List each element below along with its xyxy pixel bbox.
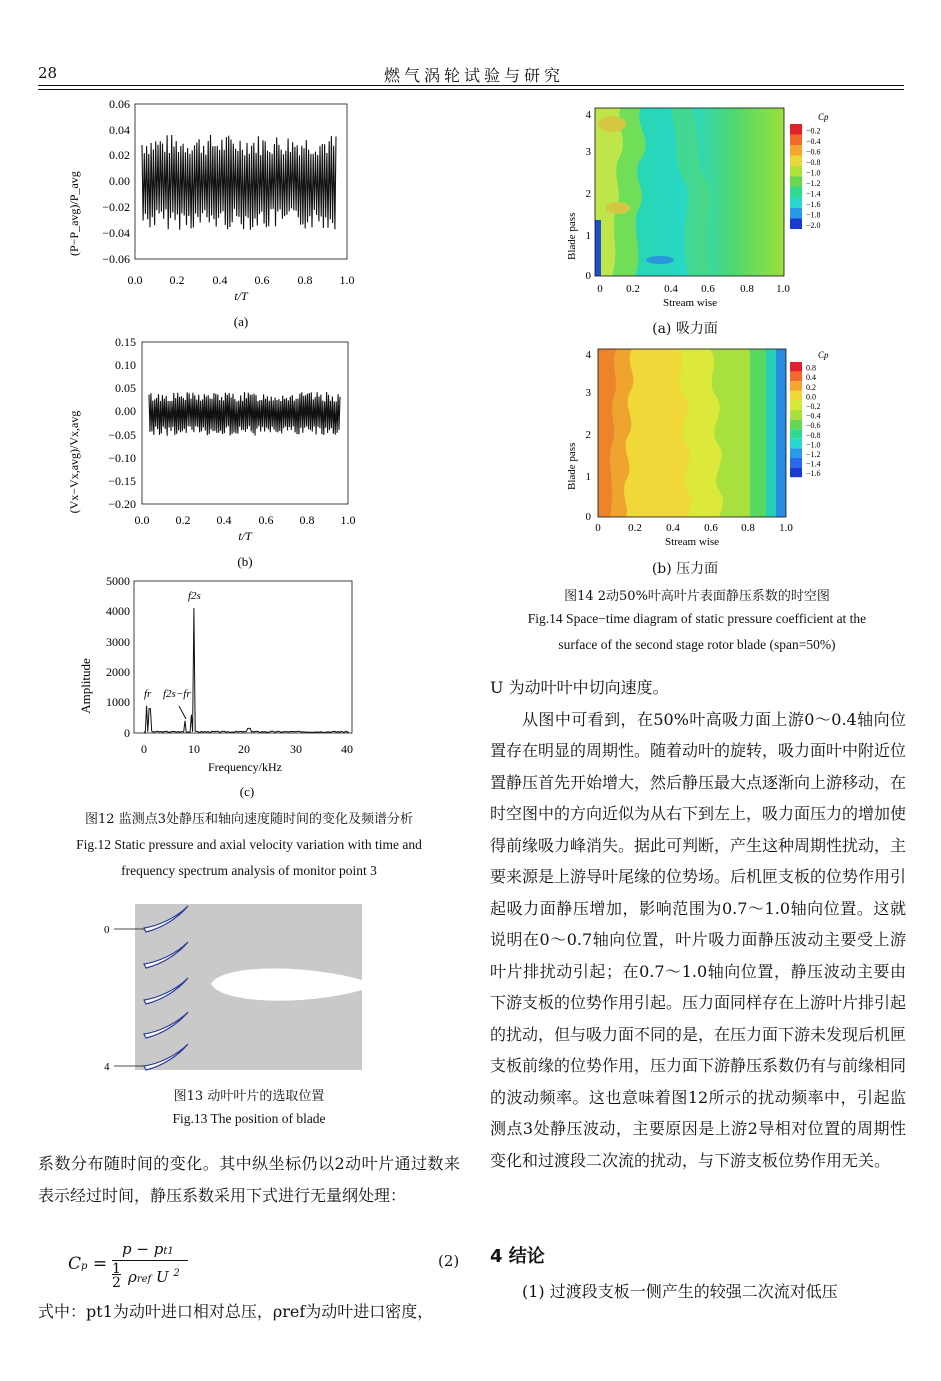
svg-text:0.8: 0.8	[740, 283, 754, 295]
fig14a-ylabel: Blade pass	[566, 212, 578, 260]
svg-text:3: 3	[585, 387, 591, 399]
svg-text:−0.20: −0.20	[108, 497, 136, 511]
svg-text:0.00: 0.00	[115, 404, 136, 418]
fig12c-yticks	[106, 574, 130, 740]
svg-text:20: 20	[238, 742, 250, 756]
svg-text:3: 3	[585, 146, 591, 158]
fig12c-diff-label: f2s−fr	[163, 688, 191, 700]
fig12c-peak-label: f2s	[188, 590, 201, 602]
left-paragraph-2: 式中：pt1为动叶进口相对总压，ρref为动叶进口密度，	[38, 1302, 434, 1321]
legend-swatch	[790, 362, 802, 372]
fig14-caption-en-2: surface of the second stage rotor blade (span=50%)	[558, 637, 836, 652]
legend-label: −1.6	[806, 469, 821, 479]
legend-label: −0.2	[806, 402, 821, 411]
legend-label: −1.4	[806, 459, 821, 469]
legend-label: −2.0	[806, 221, 821, 230]
svg-text:0.2: 0.2	[169, 273, 185, 287]
svg-text:10: 10	[188, 742, 200, 756]
fig14-caption-en-1: Fig.14 Space−time diagram of static pressure coefficient at the	[527, 611, 867, 626]
fig14b-yticks	[586, 349, 592, 523]
fig14a-legend	[790, 124, 821, 230]
fig12a-ylabel: (P−P_avg)/P_avg	[67, 171, 81, 256]
svg-text:0.06: 0.06	[109, 97, 130, 111]
fig12c-xlabel: Frequency/kHz	[208, 760, 282, 774]
svg-text:0.05: 0.05	[115, 381, 136, 395]
fig12b-sub: (b)	[237, 554, 253, 569]
svg-text:1: 1	[585, 230, 591, 242]
legend-label: −1.6	[806, 200, 821, 209]
fig12a-sub: (a)	[233, 314, 249, 329]
fig12-caption-en-2: frequency spectrum analysis of monitor point 3	[121, 863, 377, 878]
fig14b-legend-title: Cp	[818, 350, 829, 360]
svg-text:1.0: 1.0	[339, 273, 355, 287]
legend-swatch	[790, 429, 802, 439]
header-rule	[38, 85, 904, 86]
fig13-caption-cn: 图13 动叶叶片的选取位置	[173, 1089, 325, 1104]
legend-label: −0.6	[806, 147, 821, 157]
svg-text:0.00: 0.00	[109, 174, 130, 188]
legend-label: −0.8	[806, 430, 821, 440]
eq-half: 1 2	[112, 1261, 121, 1291]
svg-text:0.6: 0.6	[258, 513, 274, 527]
svg-text:5000: 5000	[106, 574, 130, 588]
header-rule-2	[38, 89, 904, 90]
fig12a-xticks	[128, 273, 355, 287]
svg-text:0.4: 0.4	[216, 513, 232, 527]
svg-text:0.0: 0.0	[127, 273, 143, 287]
svg-text:0.4: 0.4	[666, 522, 680, 534]
legend-swatch	[790, 219, 802, 230]
svg-text:0: 0	[595, 522, 601, 534]
svg-text:−0.10: −0.10	[108, 451, 136, 465]
fig14b-sub: (b) 压力面	[651, 561, 719, 577]
svg-text:0.4: 0.4	[212, 273, 228, 287]
legend-label: −1.2	[806, 179, 821, 188]
legend-swatch	[790, 372, 802, 382]
fig12c-ylabel: Amplitude	[78, 658, 93, 714]
left-paragraph-1: 系数分布随时间的变化。其中纵坐标仍以2动叶片通过数来表示经过时间，静压系数采用下式进行无量纲处理：	[38, 1154, 460, 1205]
legend-swatch	[790, 400, 802, 410]
svg-text:0.04: 0.04	[109, 123, 130, 137]
right-para-1: 从图中可看到，在50%叶高吸力面上游0～0.4轴向位置存在明显的周期性。随着动叶的旋转，吸力面叶中附近位置静压首先开始增大，然后静压最大点逐渐向上游移动，在时空图中的方向近似为从右下到左上，吸力面压力的增加使得前缘吸力峰消失。据此可判断，产生这种周期性扰动，主要来源是上游导叶尾缘的位势场。后机匣支板的位势作用引起吸力面静压增加，影响范围为0.7～1.0轴向位置。这就说明在0～0.7轴向位置，叶片吸力面静压波动主要受上游叶片排扰动引起；在0.7～1.0轴向位置，静压波动主要由下游支板的位势作用引起。压力面同样存在上游叶片排引起的扰动，但与吸力面不同的是，在压力面下游未发现后机匣支板前缘的位势作用，压力面下游静压系数仍有与前缘相同的波动频率。这也意味着图12所示的扰动频率中，引起监测点3处静压波动，主要原因是上游2导相对位置的周期性变化和过渡段二次流的扰动，与下游支板位势作用无关。	[490, 709, 907, 1170]
legend-label: −1.2	[806, 450, 821, 459]
fig12b-yticks	[108, 335, 136, 511]
fig13-label-4: 4	[104, 1061, 110, 1073]
journal-title: 燃气涡轮试验与研究	[384, 66, 565, 85]
page-number: 28	[38, 64, 58, 82]
section-heading-conclusion: 4 结论	[490, 1246, 545, 1267]
fig14a-xlabel: Stream wise	[662, 297, 718, 309]
svg-text:2: 2	[585, 188, 591, 200]
fig12-caption-en-1: Fig.12 Static pressure and axial velocity variation with time and	[76, 837, 422, 852]
legend-label: −1.4	[806, 189, 821, 199]
legend-swatch	[790, 177, 802, 188]
svg-text:1.0: 1.0	[340, 513, 356, 527]
fig12b-xlabel: t/T	[238, 529, 252, 543]
svg-text:−0.06: −0.06	[102, 252, 130, 266]
svg-text:0.4: 0.4	[664, 283, 678, 295]
svg-text:−0.02: −0.02	[102, 200, 130, 214]
svg-text:0.8: 0.8	[297, 273, 313, 287]
eq-denominator: ρref U $^2$	[128, 1268, 180, 1286]
legend-swatch	[790, 124, 802, 135]
legend-swatch	[790, 420, 802, 430]
right-para-2: (1) 过渡段支板一侧产生的较强二次流对低压	[522, 1282, 838, 1301]
eq-number: (2)	[438, 1252, 460, 1270]
svg-text:0.2: 0.2	[626, 283, 640, 295]
svg-text:4000: 4000	[106, 604, 130, 618]
svg-text:0.8: 0.8	[299, 513, 315, 527]
fig13-caption-en: Fig.13 The position of blade	[172, 1111, 326, 1126]
svg-text:0.8: 0.8	[741, 522, 755, 534]
fig12a-plot	[67, 96, 370, 331]
fig14a-xticks	[597, 283, 790, 295]
fig14a-yticks	[586, 109, 592, 282]
svg-text:4: 4	[585, 349, 591, 361]
fig12c-sub: (c)	[239, 784, 255, 799]
fig14a-contour	[560, 100, 860, 340]
legend-label: 0.8	[806, 363, 816, 373]
svg-text:0.02: 0.02	[109, 148, 130, 162]
svg-text:1.0: 1.0	[779, 522, 793, 534]
svg-text:−0.04: −0.04	[102, 226, 130, 240]
legend-label: −1.8	[806, 210, 821, 220]
fig12a-xlabel: t/T	[234, 289, 248, 303]
legend-swatch	[790, 166, 802, 177]
svg-text:3000: 3000	[106, 635, 130, 649]
legend-swatch	[790, 439, 802, 449]
svg-text:0.2: 0.2	[628, 522, 642, 534]
svg-text:0.6: 0.6	[701, 283, 715, 295]
legend-label: 0.4	[806, 373, 816, 383]
fig12b-signal	[149, 392, 340, 436]
svg-text:1: 1	[585, 471, 591, 483]
legend-swatch	[790, 458, 802, 468]
svg-text:0.2: 0.2	[175, 513, 191, 527]
fig14b-xlabel: Stream wise	[664, 536, 720, 548]
legend-swatch	[790, 208, 802, 219]
legend-label: 0.2	[806, 382, 816, 392]
fig14b-ylabel: Blade pass	[566, 442, 578, 490]
fig14a-sub: (a) 吸力面	[652, 321, 718, 337]
svg-text:0.0: 0.0	[134, 513, 150, 527]
fig12b-ylabel: (Vx−Vx,avg)/Vx,avg	[67, 410, 81, 514]
legend-label: −0.6	[806, 421, 821, 431]
legend-swatch	[790, 410, 802, 420]
fig13-label-0: 0	[104, 924, 110, 936]
fig12-caption-cn: 图12 监测点3处静压和轴向速度随时间的变化及频谱分析	[85, 812, 413, 827]
svg-text:1000: 1000	[106, 695, 130, 709]
fig12a-yticks	[102, 97, 130, 266]
fig12c-fr-label: fr	[144, 688, 152, 700]
legend-label: −1.0	[806, 168, 821, 178]
eq-cp: Cp =	[68, 1254, 108, 1274]
fig12b-xticks	[135, 513, 356, 527]
eq-fraction-bar	[112, 1260, 188, 1261]
svg-text:2: 2	[585, 429, 591, 441]
svg-text:2000: 2000	[106, 665, 130, 679]
legend-swatch	[790, 468, 802, 478]
svg-text:30: 30	[290, 742, 302, 756]
fig12b-plot	[67, 334, 370, 570]
svg-text:0: 0	[124, 726, 130, 740]
svg-text:0.6: 0.6	[704, 522, 718, 534]
fig14b-contour	[560, 340, 860, 558]
legend-swatch	[790, 198, 802, 209]
svg-text:−0.05: −0.05	[108, 428, 136, 442]
fig13-blade-diagram	[96, 900, 366, 1075]
svg-text:0.10: 0.10	[115, 358, 136, 372]
fig14b-legend	[790, 362, 821, 478]
legend-label: −1.0	[806, 440, 821, 450]
svg-text:0.6: 0.6	[254, 273, 270, 287]
fig12c-arrow	[179, 706, 186, 719]
right-para-0: U 为动叶叶中切向速度。	[490, 678, 669, 697]
svg-text:1.0: 1.0	[776, 283, 790, 295]
svg-text:40: 40	[341, 742, 353, 756]
fig14a-legend-title: Cp	[818, 112, 829, 122]
legend-label: −0.8	[806, 158, 821, 167]
svg-text:4: 4	[585, 109, 591, 121]
fig12c-spectrum	[144, 608, 349, 732]
legend-label: −0.4	[806, 137, 821, 146]
legend-swatch	[790, 381, 802, 391]
svg-text:0.15: 0.15	[115, 335, 136, 349]
legend-swatch	[790, 187, 802, 198]
fig14-caption-cn: 图14 2动50%叶高叶片表面静压系数的时空图	[564, 589, 830, 604]
legend-swatch	[790, 135, 802, 146]
legend-label: −0.2	[806, 126, 821, 136]
fig12c-frame	[134, 581, 352, 733]
fig12a-signal	[142, 135, 336, 230]
fig12c-xticks	[141, 742, 353, 756]
equation-2	[68, 1240, 460, 1296]
svg-text:0: 0	[597, 283, 603, 295]
legend-label: 0.0	[806, 392, 816, 402]
legend-swatch	[790, 391, 802, 401]
fig14b-xticks	[595, 522, 793, 534]
right-text-block	[490, 672, 906, 1176]
svg-text:0: 0	[141, 742, 147, 756]
legend-label: −0.4	[806, 411, 821, 421]
svg-text:0: 0	[585, 511, 591, 523]
svg-text:−0.15: −0.15	[108, 474, 136, 488]
eq-numerator: p − pt1	[122, 1240, 174, 1258]
svg-text:0: 0	[585, 270, 591, 282]
legend-swatch	[790, 145, 802, 156]
legend-swatch	[790, 448, 802, 458]
legend-swatch	[790, 156, 802, 167]
fig12c-plot	[70, 572, 370, 804]
